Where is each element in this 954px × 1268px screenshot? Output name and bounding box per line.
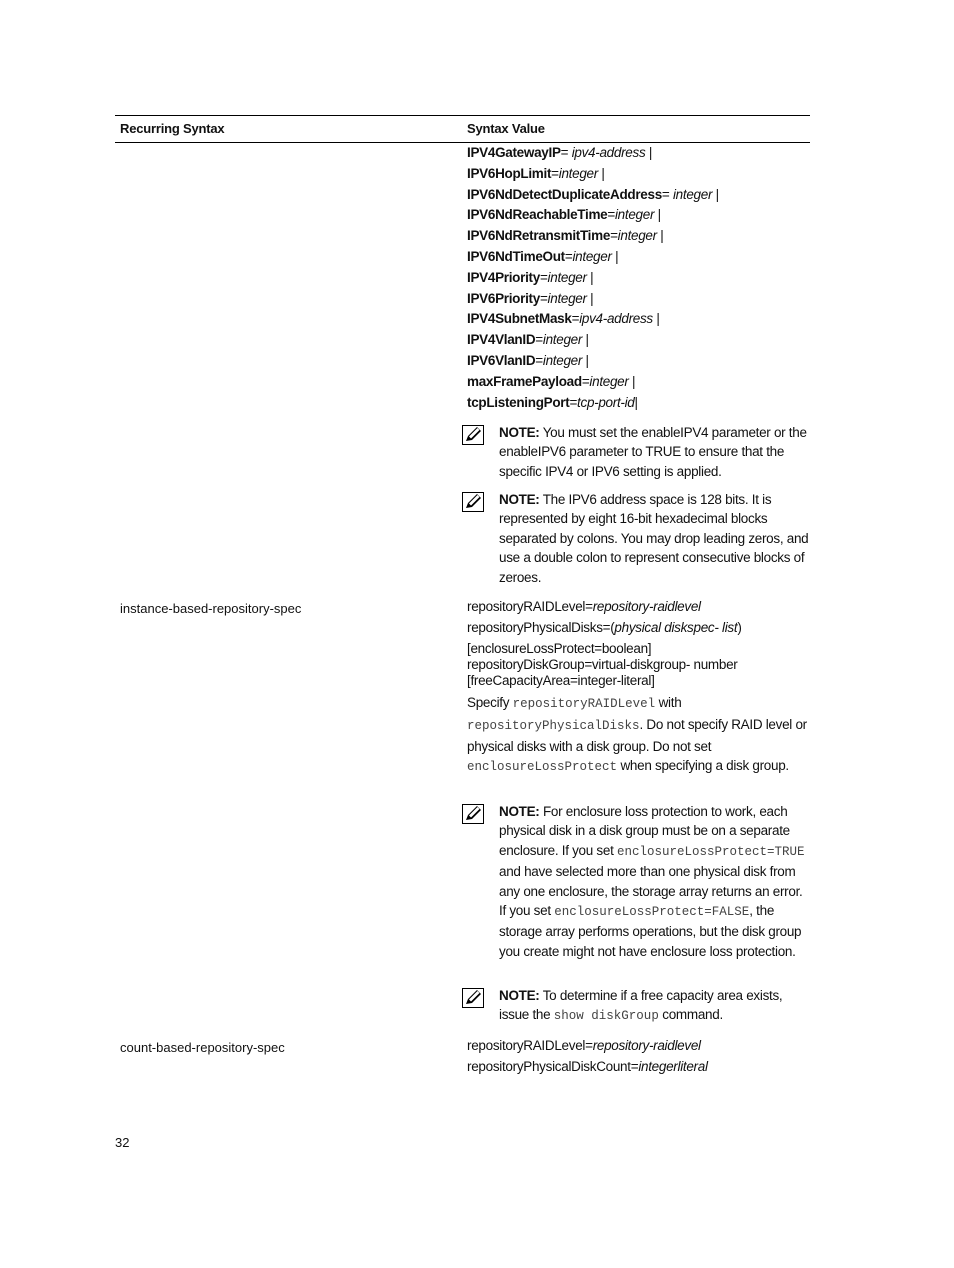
param-value: ipv4-address	[579, 311, 653, 327]
param-value: integer	[542, 352, 583, 368]
param-value: physical diskspec- list	[614, 619, 738, 635]
instance-options-block	[467, 641, 738, 689]
param-value: integer	[614, 207, 655, 223]
note-label: NOTE:	[499, 425, 540, 440]
note-text: You must set the enableIPV4 parameter or the enableIPV6 parameter to TRUE to ensure that the specific IPV4 or IPV6 setting is applied.	[499, 425, 807, 479]
syntax-line: IPV4Priority=integer |	[467, 269, 594, 285]
param-value: repository-raidlevel	[592, 1038, 701, 1053]
code-snippet: show diskGroup	[553, 1009, 659, 1024]
syntax-line: IPV4SubnetMask=ipv4-address |	[467, 311, 660, 327]
param-name: IPV4VlanID	[467, 332, 536, 348]
instance-spec-lines	[467, 597, 812, 639]
instance-physicaldisks-line	[467, 618, 812, 639]
syntax-line: IPV6NdRetransmitTime=integer |	[467, 228, 664, 244]
param-name: IPV6NdRetransmitTime	[467, 228, 611, 244]
param-name: repositoryRAIDLevel=	[467, 599, 593, 614]
syntax-line: tcpListeningPort=tcp-port-id|	[467, 394, 638, 410]
param-name: IPV4SubnetMask	[467, 311, 572, 327]
count-spec-lines	[467, 1036, 812, 1078]
syntax-line: IPV6VlanID=integer |	[467, 352, 589, 368]
note-ipv6-address	[462, 490, 812, 587]
syntax-line: IPV6NdTimeOut=integer |	[467, 248, 619, 264]
param-name: IPV6Priority	[467, 290, 540, 306]
syntax-line: IPV4GatewayIP= ipv4-address |	[467, 145, 653, 160]
param-value: integer	[547, 290, 587, 306]
note-pencil-icon	[462, 492, 484, 512]
table-header	[115, 115, 810, 143]
syntax-line: IPV6HopLimit=integer |	[467, 165, 605, 181]
code-snippet: repositoryRAIDLevel	[512, 697, 656, 711]
param-name: IPV6NdReachableTime	[467, 207, 608, 223]
param-value: integer	[672, 186, 713, 202]
param-name: maxFramePayload	[467, 373, 582, 389]
syntax-line: maxFramePayload=integer |	[467, 373, 636, 389]
param-value: integer	[542, 332, 583, 348]
param-value: integerliteral	[638, 1058, 708, 1074]
syntax-line: IPV6NdDetectDuplicateAddress= integer |	[467, 186, 719, 202]
note-pencil-icon	[462, 988, 484, 1008]
note-pencil-icon	[462, 804, 484, 824]
column-header-recurring-syntax: Recurring Syntax	[120, 121, 225, 136]
syntax-line: IPV4VlanID=integer |	[467, 332, 589, 348]
note-text: The IPV6 address space is 128 bits. It is represented by eight 16-bit hexadecimal blocks separated by colons. You may drop leading zeros, and use a double colon to represent consecutive blocks of zeroes.	[499, 492, 809, 585]
param-name: repositoryRAIDLevel=	[467, 1038, 593, 1053]
param-tail: )	[737, 619, 742, 635]
code-snippet: enclosureLossProtect=FALSE	[554, 905, 750, 920]
note-enable-ipv	[462, 423, 812, 481]
note-pencil-icon	[462, 425, 484, 445]
syntax-line: IPV6Priority=integer |	[467, 290, 594, 306]
param-value: integer	[558, 165, 598, 181]
instance-raidlevel-line	[467, 597, 812, 618]
note-label: NOTE:	[499, 492, 540, 507]
syntax-line: IPV6NdReachableTime=integer |	[467, 207, 661, 223]
param-value: repository-raidlevel	[592, 599, 701, 614]
code-snippet: enclosureLossProtect	[467, 760, 618, 775]
param-name: repositoryPhysicalDiskCount=	[467, 1058, 639, 1074]
param-value: ipv4-address	[571, 145, 646, 160]
param-name: IPV6HopLimit	[467, 165, 552, 181]
note-free-capacity: NOTE: To determine if a free capacity area exists, issue the show diskGroup command.	[462, 986, 812, 1027]
param-value: integer	[547, 269, 587, 285]
param-name: repositoryPhysicalDisks=(	[467, 619, 615, 635]
syntax-value-list	[467, 143, 812, 413]
column-header-syntax-value: Syntax Value	[467, 121, 545, 136]
param-value: integer	[617, 228, 657, 244]
code-snippet: enclosureLossProtect=TRUE	[616, 844, 805, 859]
option-line: [enclosureLossProtect=boolean]	[467, 641, 652, 656]
count-spec-label: count-based-repository-spec	[120, 1040, 285, 1055]
note-enclosure-loss: NOTE: For enclosure loss protection to work, each physical disk in a disk group must be on a separate enclosure. If you set enclosureLossProtect=TRUE and have selected more than one physical disk from any one enclosure, the storage array returns an error. If you set enclosureLossProtect=FALSE, the storage array performs operations, but the disk group you create might not have enclosure loss protection.	[462, 802, 812, 961]
param-value: integer	[572, 248, 612, 264]
note-label: NOTE:	[499, 804, 540, 819]
instance-spec-label: instance-based-repository-spec	[120, 601, 302, 616]
option-line: repositoryDiskGroup=virtual-diskgroup- number	[467, 657, 738, 672]
count-raidlevel-line	[467, 1036, 812, 1057]
param-name: IPV6NdTimeOut	[467, 248, 565, 264]
param-name: IPV4Priority	[467, 269, 540, 285]
param-name: tcpListeningPort	[467, 394, 570, 410]
page-number: 32	[115, 1135, 130, 1150]
param-name: IPV6NdDetectDuplicateAddress	[467, 186, 662, 202]
param-name: IPV6VlanID	[467, 352, 536, 368]
instance-description: Specify repositoryRAIDLevel with repositoryPhysicalDisks. Do not specify RAID level or physical disks with a disk group. Do not set enclosureLossProtect when specifying a disk group.	[467, 695, 807, 775]
code-snippet: repositoryPhysicalDisks	[467, 718, 640, 733]
param-name: IPV4GatewayIP	[467, 145, 561, 160]
param-value: tcp-port-id	[577, 394, 635, 410]
count-diskcount-line	[467, 1057, 812, 1078]
param-value: integer	[589, 373, 629, 389]
note-label: NOTE:	[499, 988, 540, 1003]
option-line: [freeCapacityArea=integer-literal]	[467, 673, 655, 688]
